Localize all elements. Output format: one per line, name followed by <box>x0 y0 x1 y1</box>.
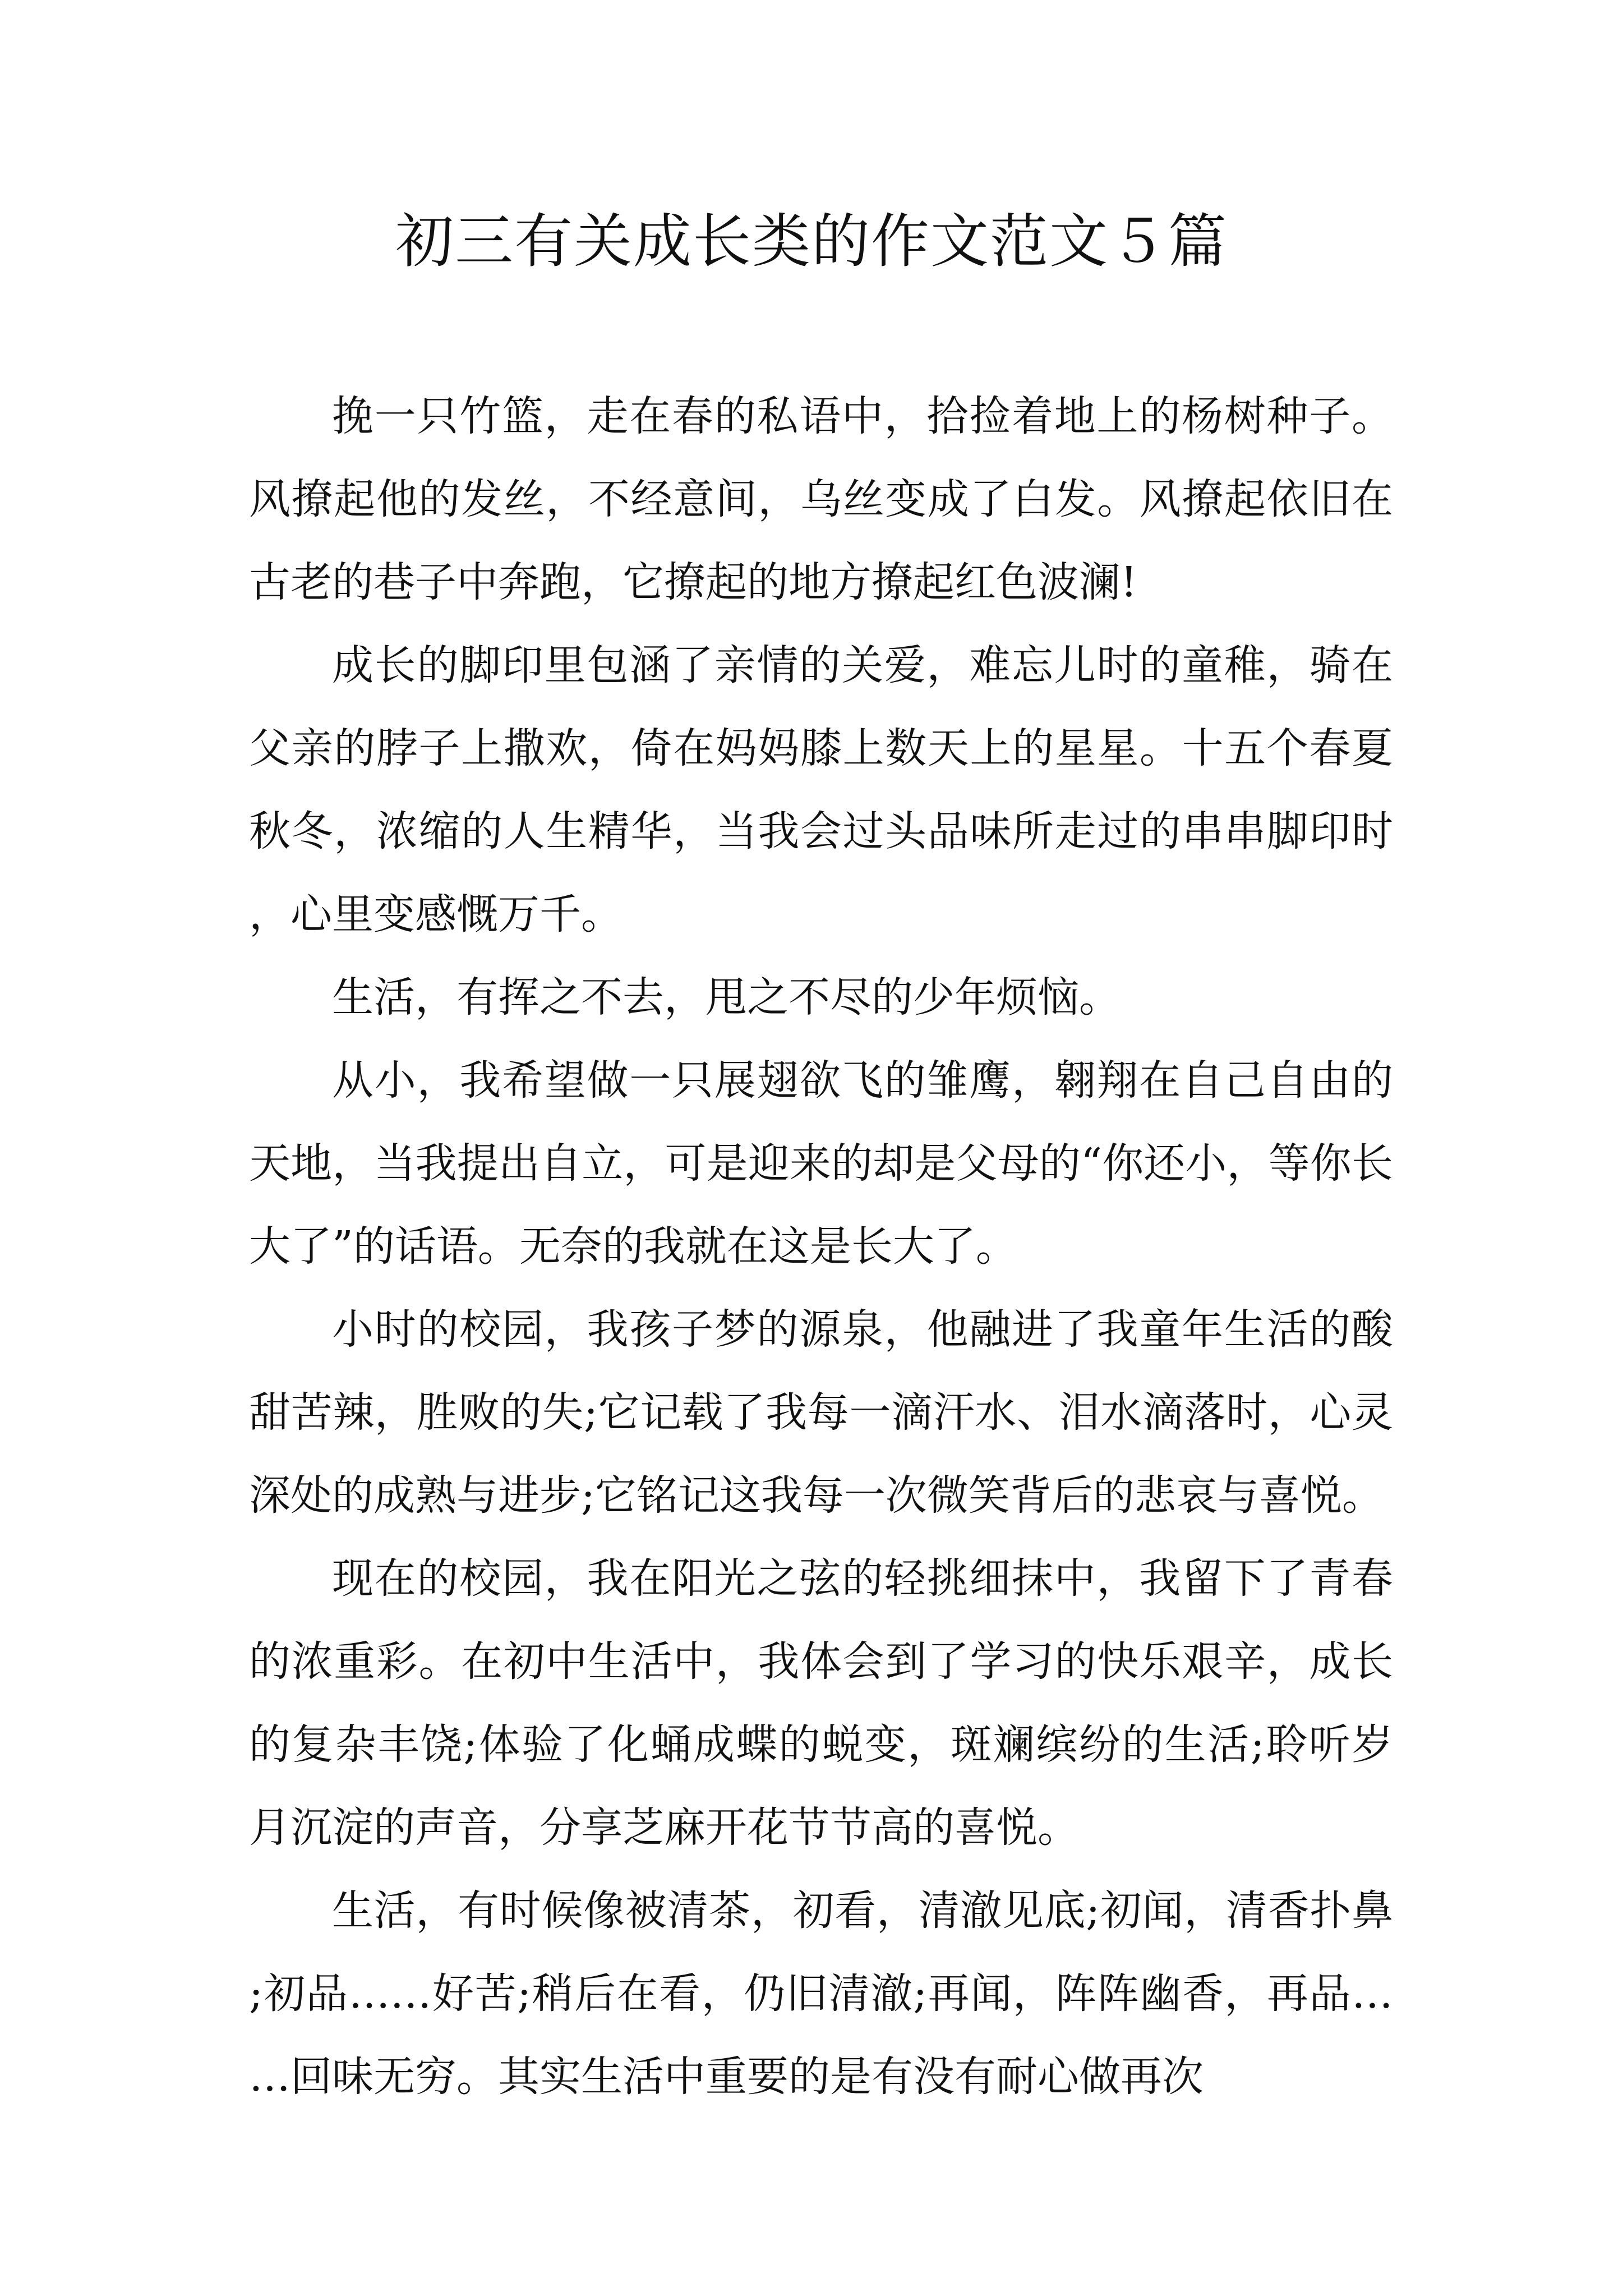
paragraph: 从小，我希望做一只展翅欲飞的雏鹰，翱翔在自己自由的天地，当我提出自立，可是迎来的却是父母的“你还小，等你长大了”的话语。无奈的我就在这是长大了。 <box>249 1056 1393 1271</box>
document-title: 初三有关成长类的作文范文５篇 <box>395 207 1228 275</box>
paragraph: 现在的校园，我在阳光之弦的轻挑细抹中，我留下了青春的浓重彩。在初中生活中，我体会到了学习的快乐艰辛，成长的复杂丰饶;体验了化蛹成蝶的蜕变，斑斓缤纷的生活;聆听岁月沉淀的声音，分享芝麻开花节节高的喜悦。 <box>249 1554 1393 1852</box>
paragraph: 成长的脚印里包涵了亲情的关爱，难忘儿时的童稚，骑在父亲的脖子上撒欢，倚在妈妈膝上数天上的星星。十五个春夏秋冬，浓缩的人生精华，当我会过头品味所走过的串串脚印时，心里变感慨万千。 <box>249 641 1393 938</box>
document-body <box>249 375 1393 2118</box>
paragraph: 生活，有时候像被清茶，初看，清澈见底;初闻，清香扑鼻;初品……好苦;稍后在看，仍旧清澈;再闻，阵阵幽香，再品……回味无穷。其实生活中重要的是有没有耐心做再次 <box>249 1887 1393 2101</box>
paragraph: 挽一只竹篮，走在春的私语中，拾捡着地上的杨树种子。风撩起他的发丝，不经意间，乌丝变成了白发。风撩起依旧在古老的巷子中奔跑，它撩起的地方撩起红色波澜! <box>249 392 1393 606</box>
paragraph: 生活，有挥之不去，甩之不尽的少年烦恼。 <box>332 973 1121 1022</box>
paragraph: 小时的校园，我孩子梦的源泉，他融进了我童年生活的酸甜苦辣，胜败的失;它记载了我每一滴汗水、泪水滴落时，心灵深处的成熟与进步;它铭记这我每一次微笑背后的悲哀与喜悦。 <box>249 1305 1393 1520</box>
